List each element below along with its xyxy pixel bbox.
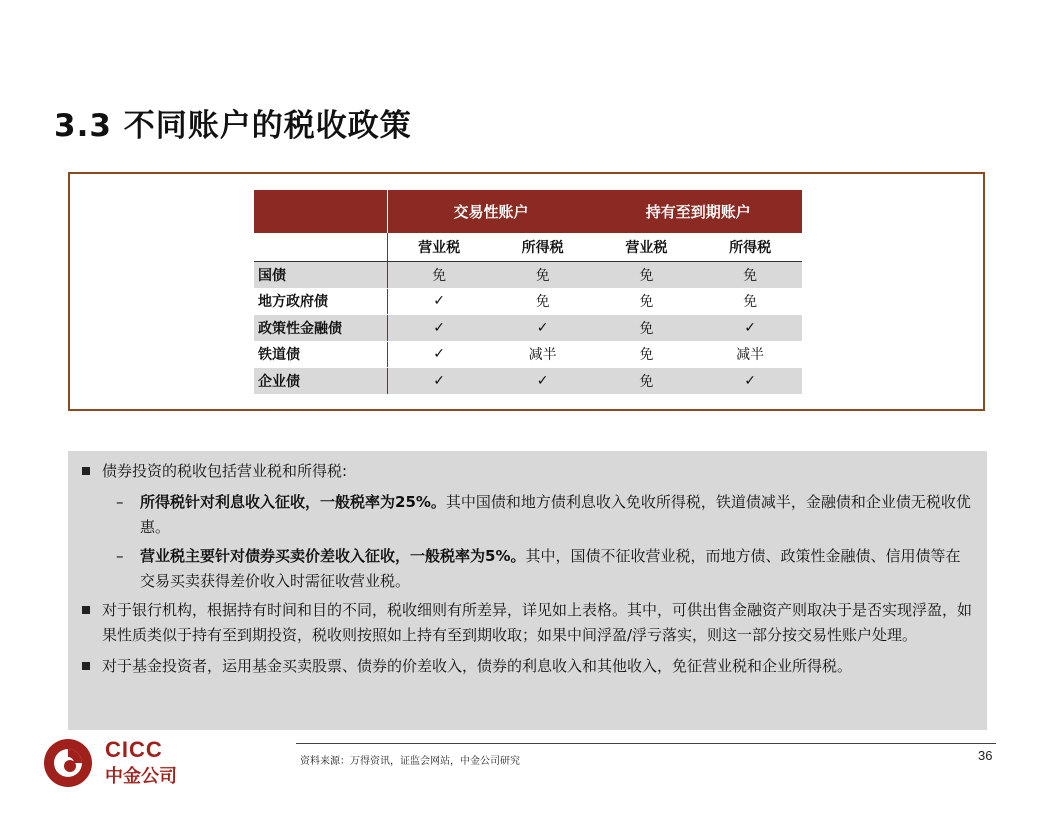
sub-bullet-bold-text: 营业税主要针对债券买卖价差收入征收，一般税率为5%。 [140,547,526,565]
group-header-held-to-maturity: 持有至到期账户 [595,190,803,233]
row-label: 企业债 [254,368,387,395]
table-cell: ✓ [491,368,595,395]
footer-divider [296,743,996,744]
square-bullet-icon [82,662,90,670]
row-label: 政策性金融债 [254,315,387,342]
dash-marker: – [116,547,124,565]
table-cell: ✓ [387,341,491,368]
table-cell: 减半 [698,341,802,368]
table-cell: 免 [698,262,802,289]
page-title: 3.3 不同账户的税收政策 [54,108,412,144]
bullet-item [80,654,975,679]
sub-header: 所得税 [491,233,595,262]
sub-header: 营业税 [595,233,699,262]
square-bullet-icon [82,467,90,475]
sub-bullet-text: 其中国债和地方债利息收入免收所得税，铁道债减半，金融债和企业债无税收优惠。 [140,493,971,536]
sub-header: 营业税 [387,233,491,262]
table-cell: 免 [595,315,699,342]
table-cell: 免 [491,262,595,289]
table-row [254,315,802,342]
square-bullet-icon [82,606,90,614]
table-group-header-row [254,190,802,233]
logo-text-en: CICC [105,737,163,762]
table-frame [68,172,985,411]
table-cell: 免 [698,288,802,315]
table-cell: ✓ [387,315,491,342]
sub-bullet-bold-text: 所得税针对利息收入征收，一般税率为25%。 [140,493,446,511]
table-sub-header-row [254,233,802,262]
row-label: 国债 [254,262,387,289]
table-cell: ✓ [387,288,491,315]
bullet-item [80,459,975,484]
bullet-text: 债券投资的税收包括营业税和所得税: [102,462,348,480]
table-row [254,288,802,315]
table-row [254,341,802,368]
table-cell: ✓ [698,368,802,395]
table-cell: 免 [595,341,699,368]
sub-bullet-item [80,490,975,540]
table-cell: 免 [387,262,491,289]
logo-text-cn: 中金公司 [105,766,177,787]
table-cell: 免 [595,288,699,315]
page-number: 36 [978,748,993,763]
sub-header-blank [254,233,387,262]
table-cell: ✓ [387,368,491,395]
table-cell: ✓ [491,315,595,342]
row-label: 铁道债 [254,341,387,368]
row-label: 地方政府债 [254,288,387,315]
table-row [254,262,802,289]
bullet-item [80,598,975,648]
dash-marker: – [116,493,124,511]
table-cell: 免 [595,368,699,395]
sub-bullet-item [80,544,975,594]
table-corner-cell [254,190,387,233]
bullet-text: 对于基金投资者，运用基金买卖股票、债券的价差收入，债券的利息收入和其他收入，免征营业税和企业所得税。 [102,657,853,675]
sub-header: 所得税 [698,233,802,262]
table-cell: 免 [595,262,699,289]
bullet-text: 对于银行机构，根据持有时间和目的不同，税收细则有所差异，详见如上表格。其中，可供出售金融资产则取决于是否实现浮盈，如果性质类似于持有至到期投资，税收则按照如上持有至到期收取；如果中间浮盈/浮亏落实，则这一部分按交易性账户处理。 [102,601,973,644]
group-header-trading: 交易性账户 [387,190,595,233]
bullet-panel [68,451,987,730]
sub-bullet-text: 其中，国债不征收营业税，而地方债、政策性金融债、信用债等在交易买卖获得差价收入时需征收营业税。 [140,547,961,590]
table-row [254,368,802,395]
table-cell: 减半 [491,341,595,368]
tax-policy-table [254,190,802,395]
table-cell: 免 [491,288,595,315]
source-note: 资料来源：万得资讯，证监会网站，中金公司研究 [300,756,520,767]
table-cell: ✓ [698,315,802,342]
